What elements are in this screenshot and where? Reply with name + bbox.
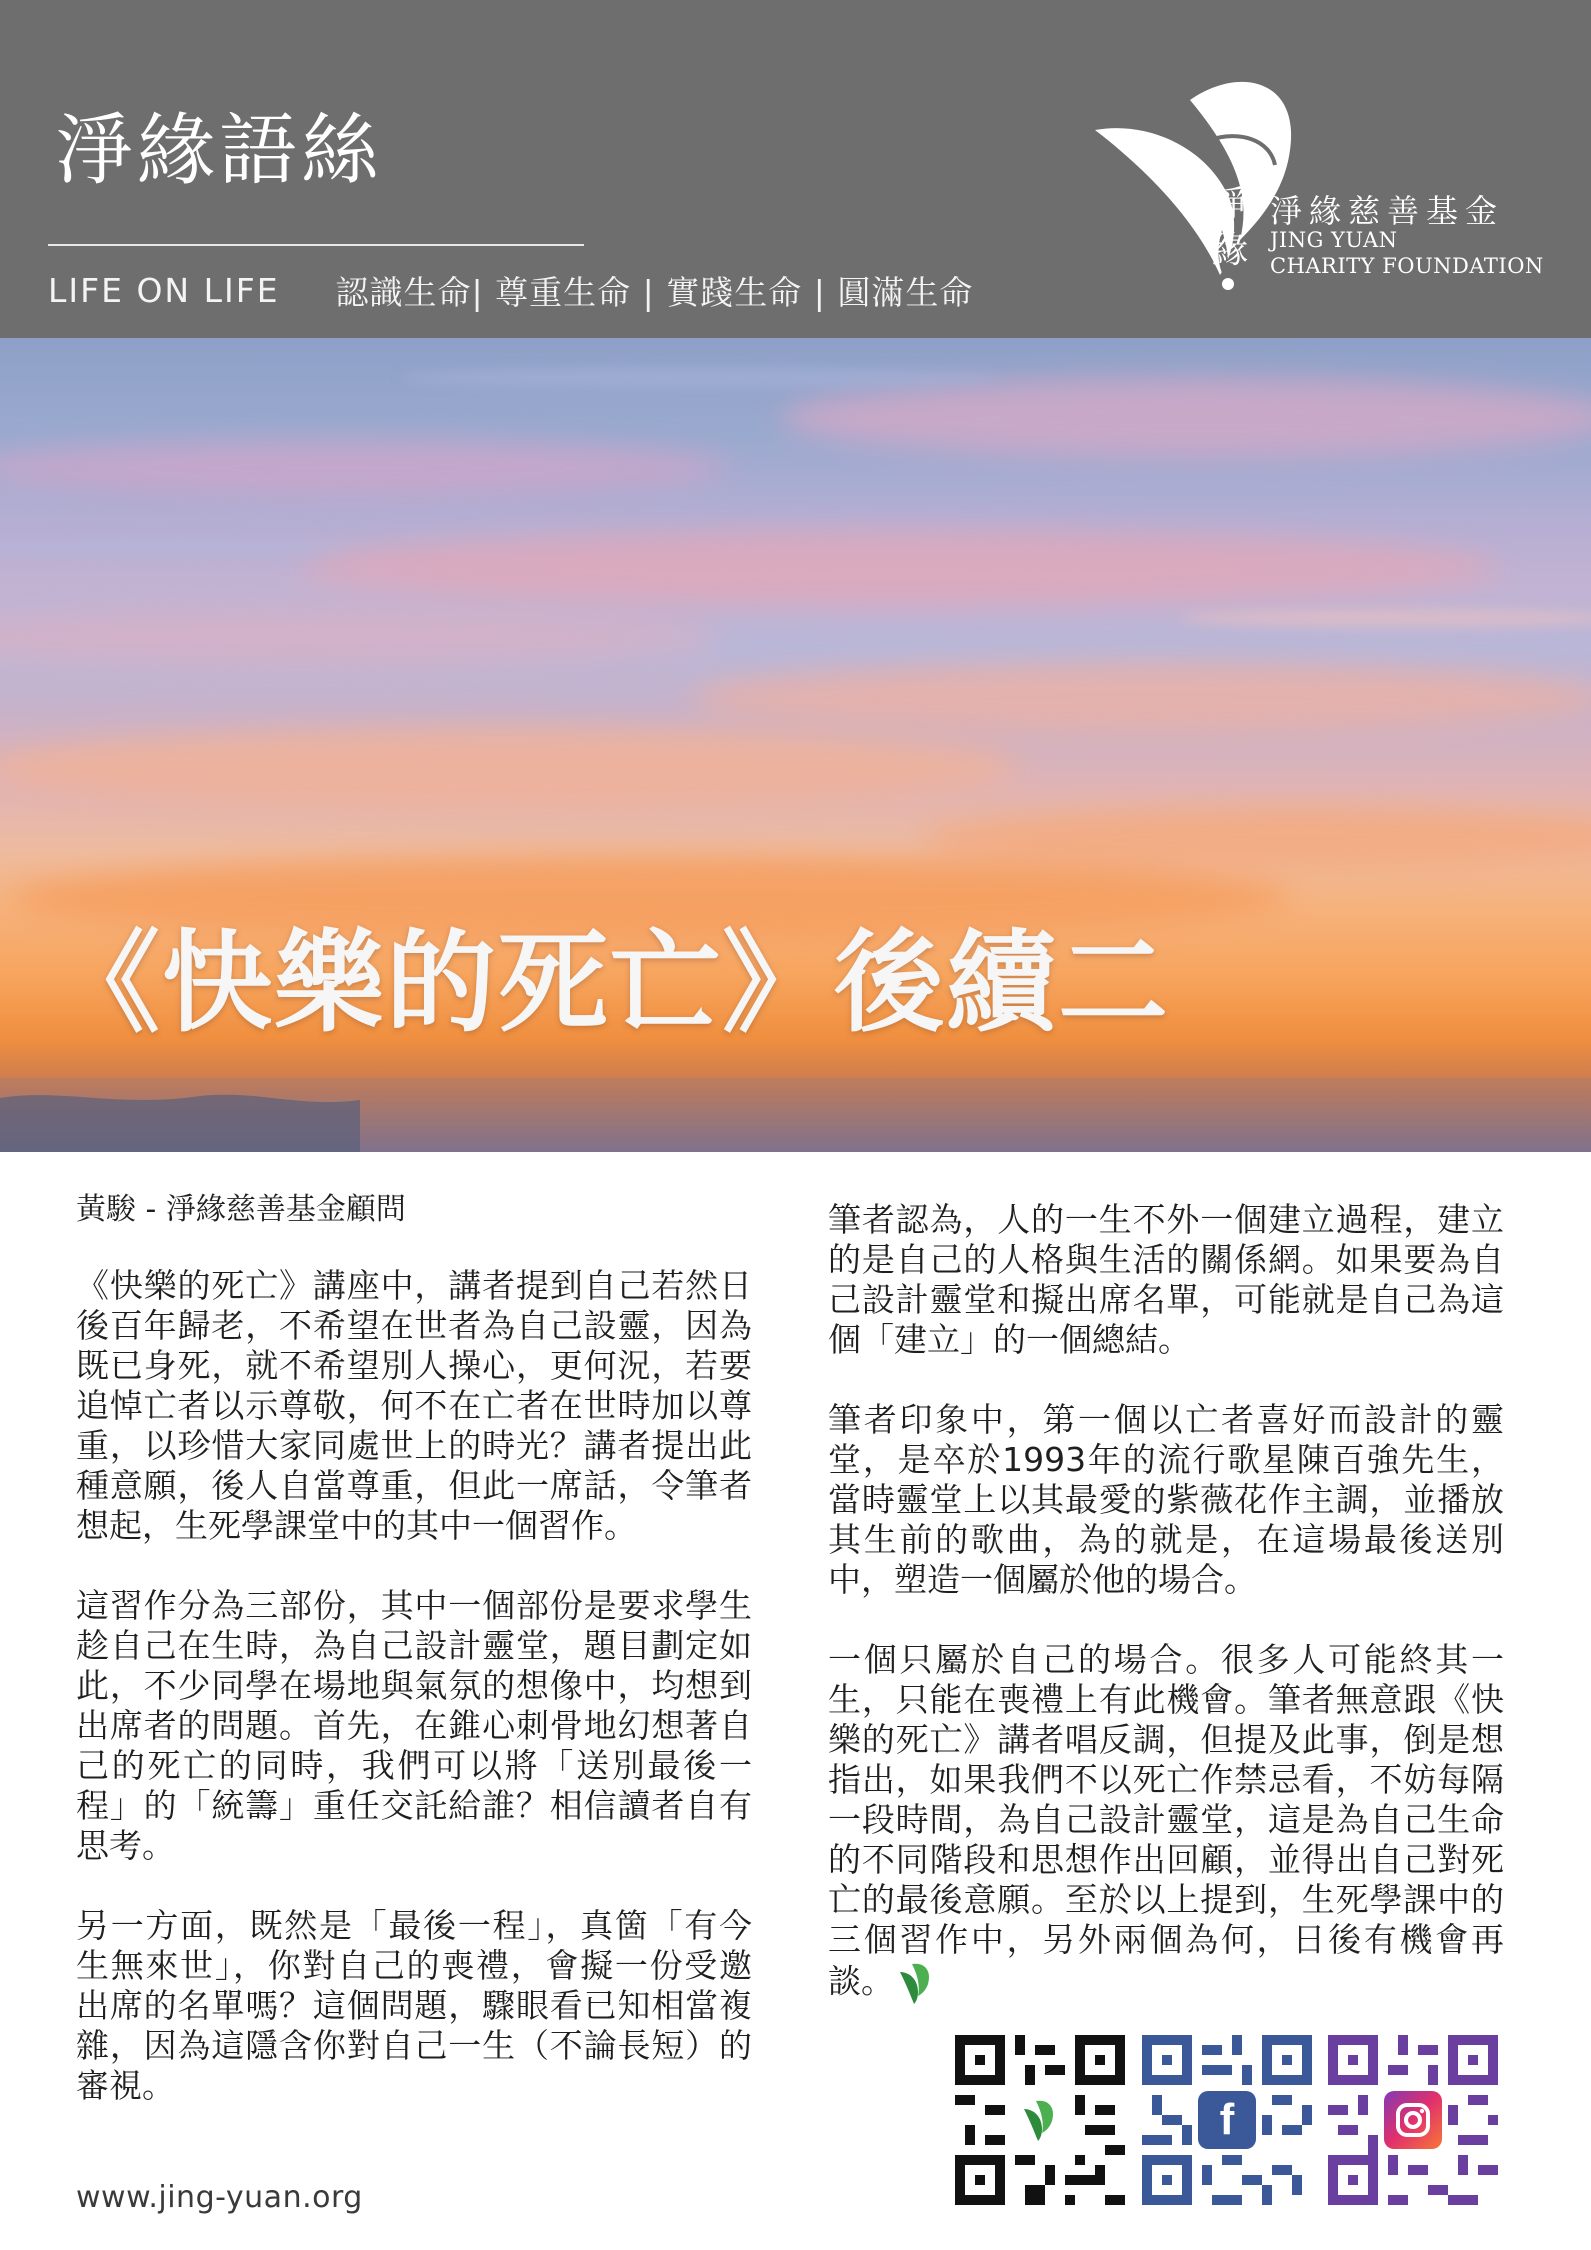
instagram-icon [1384, 2091, 1442, 2149]
logo-mark: 淨緣 [1212, 184, 1249, 271]
paragraph: 筆者認為，人的一生不外一個建立過程，建立的是自己的人格與生活的關係網。如果要為自己設計靈堂和擬出席名單，可能就是自己為這個「建立」的一個總結。 [828, 1200, 1504, 1359]
tagline-zh: 認識生命| 尊重生命 | 實踐生命 | 圓滿生命 [335, 272, 974, 312]
article-title: 《快樂的死亡》後續二 [50, 919, 1170, 1047]
paragraph-final [828, 1640, 1504, 2006]
header-band [0, 0, 1591, 338]
tagline [48, 270, 973, 310]
hero-image [0, 338, 1591, 1152]
facebook-icon: f [1198, 2091, 1256, 2149]
paragraph: 另一方面，既然是「最後一程」，真箇「有今生無來世」，你對自己的喪禮，會擬一份受邀出席的名單嗎？這個問題，驟眼看已知相當複雜，因為這隱含你對自己一生（不論長短）的審視。 [76, 1906, 752, 2105]
website-link[interactable]: www.jing-yuan.org [76, 2180, 363, 2215]
byline: 黃駿 - 淨緣慈善基金顧問 [76, 1192, 406, 1227]
paragraph: 這習作分為三部份，其中一個部份是要求學生趁自己在生時，為自己設計靈堂，題目劃定如此，不少同學在場地與氣氛的想像中，均想到出席者的問題。首先，在錐心刺骨地幻想著自己的死亡的同時，我們可以將「送別最後一程」的「統籌」重任交託給誰？相信讀者自有思考。 [76, 1586, 752, 1865]
paragraph: 筆者印象中，第一個以亡者喜好而設計的靈堂，是卒於1993年的流行歌星陳百強先生，當時靈堂上以其最愛的紫薇花作主調，並播放其生前的歌曲，為的就是，在這場最後送別中，塑造一個屬於他的場合。 [828, 1400, 1504, 1599]
paragraph: 《快樂的死亡》講座中，講者提到自己若然日後百年歸老，不希望在世者為自己設靈，因為既已身死，就不希望別人操心，更何況，若要追悼亡者以示尊敬，何不在亡者在世時加以尊重，以珍惜大家同處世上的時光？講者提出此種意願，後人自當尊重，但此一席話，令筆者想起，生死學課堂中的其中一個習作。 [76, 1266, 752, 1545]
website-qr-code[interactable] [955, 2035, 1125, 2205]
instagram-qr-code[interactable] [1328, 2035, 1498, 2205]
brand-title: 淨緣語絲 [55, 106, 384, 196]
article-column-left [76, 1190, 752, 2146]
article-column-right [828, 1200, 1504, 2006]
logo-name-en-line2: CHARITY FOUNDATION [1270, 254, 1544, 278]
leaf-icon [1011, 2091, 1069, 2149]
facebook-qr-code[interactable] [1142, 2035, 1312, 2205]
jing-yuan-leaf-icon [898, 1960, 934, 2006]
logo-name-en-line1: JING YUAN [1270, 228, 1398, 252]
logo-name-zh: 淨緣慈善基金 [1270, 192, 1505, 230]
header-divider [48, 244, 584, 246]
tagline-en: LIFE ON LIFE [48, 270, 280, 310]
paragraph-text: 一個只屬於自己的場合。很多人可能終其一生，只能在喪禮上有此機會。筆者無意跟《快樂的死亡》講者唱反調，但提及此事，倒是想指出，如果我們不以死亡作禁忌看，不妨每隔一段時間，為自己設計靈堂，這是為自己生命的不同階段和思想作出回顧，並得出自己對死亡的最後意願。至於以上提到，生死學課中的三個習作中，另外兩個為何，日後有機會再談。 [828, 1640, 1504, 2001]
